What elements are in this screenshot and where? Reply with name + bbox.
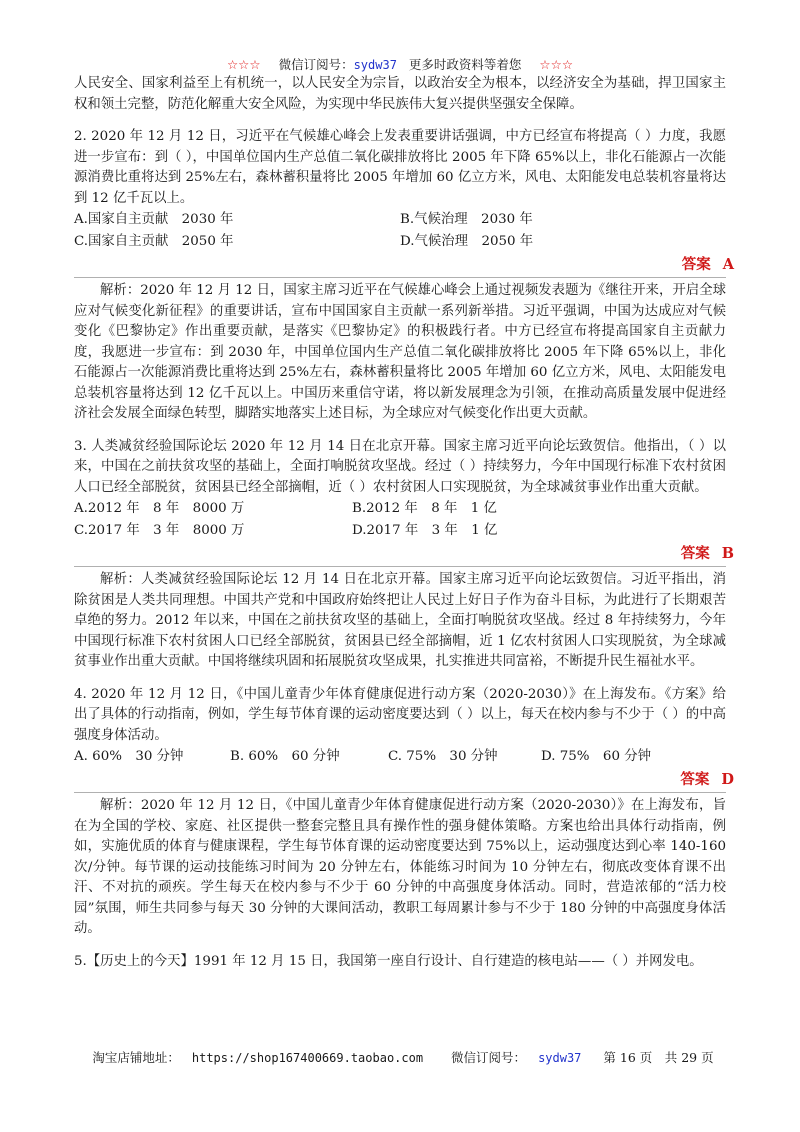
answer-label: 答案 (681, 256, 711, 273)
question-5 (74, 952, 726, 973)
answer-row (74, 543, 734, 565)
document-body (74, 74, 734, 972)
option-a: A.2012 年 8 年 8000 万 (74, 501, 245, 516)
answer-value: A (722, 256, 734, 273)
option-b: B. 60% 60 分钟 (230, 749, 340, 764)
answer-row (74, 769, 734, 791)
question-stem: 5.【历史上的今天】1991 年 12 月 15 日，我国第一座自行设计、自行建造的核电站——（ ）并网发电。 (74, 953, 703, 969)
header-stars-left: ☆☆☆ (226, 57, 261, 72)
options-row (74, 746, 726, 768)
divider (74, 566, 726, 567)
option-b: B.气候治理 2030 年 (400, 212, 533, 227)
header-wechat-id: sydw37 (353, 58, 397, 72)
footer-wechat-label: 微信订阅号： (451, 1050, 527, 1065)
answer-row (74, 254, 734, 276)
answer-badge (680, 769, 734, 791)
question-3 (74, 437, 734, 673)
footer-wechat-id: sydw37 (538, 1051, 582, 1065)
option-a: A. 60% 30 分钟 (74, 749, 184, 764)
question-stem: 4. 2020 年 12 月 12 日，《中国儿童青少年体育健康促进行动方案（2020-2030）》在上海发布。《方案》给出了具体的行动指南，例如，学生每节体育课的运动密度要达到（ ）以上，每天在校内参与不少于（ ）的中高强度身体活动。 (74, 686, 726, 743)
intro-paragraph: 人民安全、国家利益至上有机统一，以人民安全为宗旨，以政治安全为根本，以经济安全为基础，捍卫国家主权和领土完整，防范化解重大安全风险，为实现中华民族伟大复兴提供坚强安全保障。 (74, 76, 726, 112)
header-wechat-label: 微信订阅号： (278, 57, 354, 72)
answer-value: D (721, 771, 734, 788)
option-c: C.国家自主贡献 2050 年 (74, 234, 234, 249)
footer-wechat (445, 1050, 587, 1065)
header-stars-right: ☆☆☆ (539, 57, 574, 72)
page-header (0, 57, 800, 73)
answer-label: 答案 (680, 545, 710, 562)
option-c: C. 75% 30 分钟 (388, 749, 498, 764)
answer-label: 答案 (680, 771, 710, 788)
option-b: B.2012 年 8 年 1 亿 (352, 501, 497, 516)
footer-page-info: 第 16 页 共 29 页 (603, 1050, 714, 1065)
option-d: D.2017 年 3 年 1 亿 (352, 523, 498, 538)
option-d: D. 75% 60 分钟 (541, 749, 652, 764)
divider (74, 792, 726, 793)
question-stem: 2. 2020 年 12 月 12 日，习近平在气候雄心峰会上发表重要讲话强调，中方已经宣布将提高（ ）力度，我愿进一步宣布：到（ ），中国单位国内生产总值二氧化碳排放将比 2005 年下降 65%以上，非化石能源占一次能源消费比重将达到 25%左右，森林蓄积量将比 2005 年增加 60 亿立方米，风电、太阳能发电总装机容量将达到 12 亿千瓦以上。 (74, 129, 726, 206)
question-4 (74, 685, 734, 940)
options-row (74, 209, 726, 231)
analysis-paragraph: 解析：2020 年 12 月 12 日，《中国儿童青少年体育健康促进行动方案（2020-2030）》在上海发布，旨在为全国的学校、家庭、社区提供一整套完整且具有操作性的强身健体策略。方案也给出具体行动指南，例如，实施优质的体育与健康课程，学生每节体育课的运动密度要达到 75%以上，运动强度达到心率 140-160 次/分钟。每节课的运动技能练习时间为 20 分钟左右，体能练习时间为 10 分钟左右，彻底改变体育课不出汗、不对抗的顽疾。学生每天在校内参与不少于 60 分钟的中高强度身体活动。同时，营造浓郁的“活力校园”氛围，师生共同参与每天 30 分钟的大课间活动，教职工每周累计参与不少于 180 分钟的中高强度身体活动。 (74, 798, 726, 936)
answer-badge (681, 543, 734, 565)
question-stem: 3. 人类减贫经验国际论坛 2020 年 12 月 14 日在北京开幕。国家主席习近平向论坛致贺信。他指出，（ ）以来，中国在之前扶贫攻坚的基础上，全面打响脱贫攻坚战。经过（ ）持续努力，今年中国现行标准下农村贫困人口已经全部脱贫，贫困县已经全部摘帽，近（ ）农村贫困人口实现脱贫，为全球减贫事业作出重大贡献。 (74, 438, 726, 495)
answer-badge (682, 254, 734, 276)
option-c: C.2017 年 3 年 8000 万 (74, 523, 245, 538)
header-slogan: 更多时政资料等着您 (408, 57, 522, 72)
analysis-paragraph: 解析：人类减贫经验国际论坛 12 月 14 日在北京开幕。国家主席习近平向论坛致贺信。习近平指出，消除贫困是人类共同理想。中国共产党和中国政府始终把让人民过上好日子作为奋斗目标，为此进行了长期艰苦卓绝的努力。2012 年以来，中国在之前扶贫攻坚的基础上，全面打响脱贫攻坚战。经过 8 年持续努力，今年中国现行标准下农村贫困人口已经全部脱贫，贫困县已经全部摘帽，近 1 亿农村贫困人口实现脱贫，为全球减贫事业作出重大贡献。中国将继续巩固和拓展脱贫攻坚成果，扎实推进共同富裕，不断提升民生福祉水平。 (74, 572, 726, 669)
question-2 (74, 127, 734, 425)
footer-shop-label: 淘宝店铺地址： (92, 1050, 180, 1065)
option-d: D.气候治理 2050 年 (400, 234, 534, 249)
options-row (74, 231, 726, 253)
options-row (74, 498, 726, 520)
page-footer (0, 1050, 800, 1066)
analysis-paragraph: 解析：2020 年 12 月 12 日，国家主席习近平在气候雄心峰会上通过视频发表题为《继往开来，开启全球应对气候变化新征程》的重要讲话，宣布中国国家自主贡献一系列新举措。习近平强调，中国为达成应对气候变化《巴黎协定》作出重要贡献，是落实《巴黎协定》的积极践行者。中方已经宣布将提高国家自主贡献力度，我愿进一步宣布：到 2030 年，中国单位国内生产总值二氧化碳排放将比 2005 年下降 65%以上，非化石能源占一次能源消费比重将达到 25%左右，森林蓄积量将比 2005 年增加 60 亿立方米，风电、太阳能发电总装机容量将达到 12 亿千瓦以上。中国历来重信守诺，将以新发展理念为引领，在推动高质量发展中促进经济社会发展全面绿色转型，脚踏实地落实上述目标，为全球应对气候变化作出更大贡献。 (74, 283, 726, 421)
footer-shop-url[interactable]: https://shop167400669.taobao.com (191, 1051, 424, 1065)
answer-value: B (721, 545, 734, 562)
footer-shop (86, 1050, 429, 1065)
options-row (74, 520, 726, 542)
divider (74, 277, 726, 278)
option-a: A.国家自主贡献 2030 年 (74, 212, 234, 227)
